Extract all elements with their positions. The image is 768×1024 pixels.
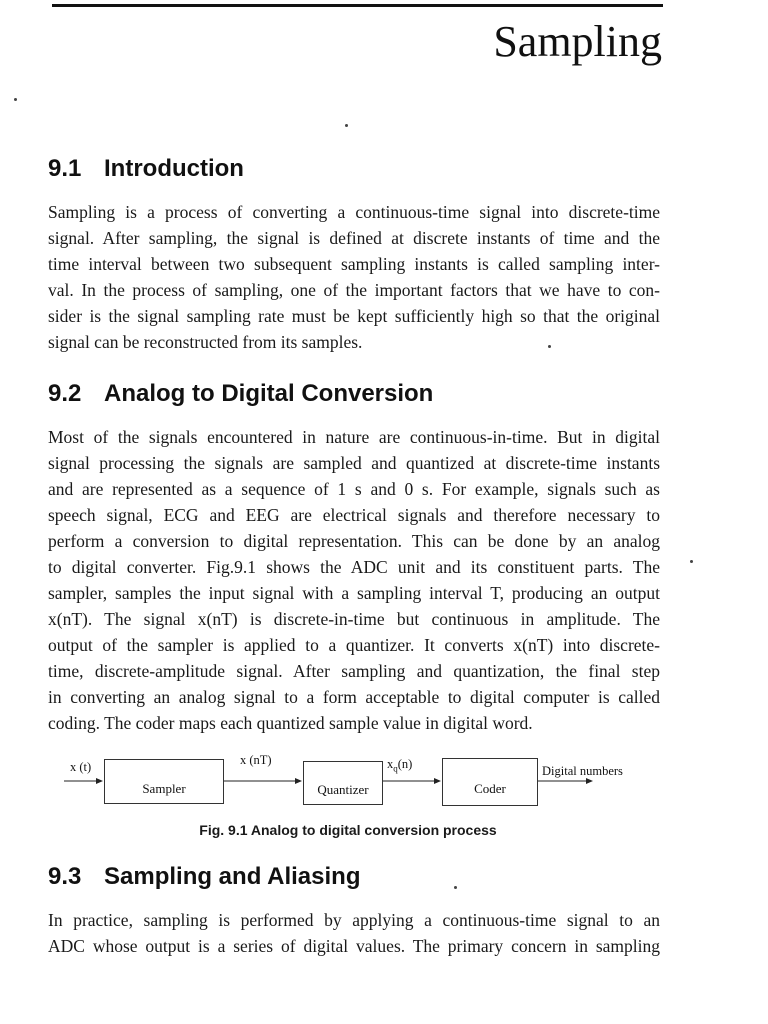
- section-title: Introduction: [104, 155, 244, 182]
- text-line: ADC whose output is a series of digital values. The primary concern in sampling: [48, 936, 660, 956]
- section-heading-9-2: [48, 379, 433, 409]
- text-line: signal can be reconstructed from its samples.: [48, 332, 363, 352]
- text-line: time, discrete-amplitude signal. After sampling and quantization, the final step: [48, 661, 660, 681]
- text-line: speech signal, ECG and EEG are electrical signals and therefore necessary to: [48, 505, 660, 525]
- text-line: time interval between two subsequent sampling instants is called sampling inter-: [48, 254, 660, 274]
- section-number: 9.2: [48, 380, 82, 407]
- output-label: Digital numbers: [542, 764, 623, 778]
- section-title: Sampling and Aliasing: [104, 863, 361, 890]
- text-line: In practice, sampling is performed by applying a continuous-time signal to an: [48, 910, 660, 930]
- section-title: Analog to Digital Conversion: [104, 380, 434, 407]
- section-heading-9-3: [48, 862, 360, 892]
- quantizer-output-label: [387, 757, 412, 774]
- chapter-title: Sampling: [493, 17, 662, 66]
- sampler-block: [104, 759, 224, 804]
- scan-speck: [690, 560, 693, 563]
- text-line: signal processing the signals are sampled and quantized at discrete-time instants: [48, 453, 660, 473]
- text-line: Most of the signals encountered in nature are continuous-in-time. But in digital: [48, 427, 660, 447]
- quantizer-block: [303, 761, 383, 805]
- quantizer-output-index: (n): [397, 757, 413, 771]
- text-line: signal. After sampling, the signal is defined at discrete instants of time and the: [48, 228, 660, 248]
- scan-speck: [454, 886, 457, 889]
- quantizer-output-symbol: x: [387, 757, 394, 771]
- text-line: and are represented as a sequence of 1 s and 0 s. For example, signals such as: [48, 479, 660, 499]
- section-paragraph-9-1: [48, 199, 660, 355]
- sampler-output-label: x (nT): [240, 753, 272, 767]
- quantizer-label: Quantizer: [317, 782, 369, 797]
- section-number: 9.1: [48, 155, 82, 182]
- figure-caption: Fig. 9.1 Analog to digital conversion process: [199, 822, 497, 838]
- section-heading-9-1: [48, 154, 244, 184]
- coder-label: Coder: [474, 781, 506, 796]
- text-line: val. In the process of sampling, one of the important factors that we have to con-: [48, 280, 660, 300]
- sampler-label: Sampler: [142, 780, 186, 796]
- top-rule: [52, 4, 663, 7]
- text-line: perform a conversion to digital representation. This can be done by an analog: [48, 531, 660, 551]
- text-line: sider is the signal sampling rate must be kept sufficiently high so that the original: [48, 306, 660, 326]
- text-line: coding. The coder maps each quantized sample value in digital word.: [48, 713, 533, 733]
- scan-speck: [14, 98, 17, 101]
- input-label: x (t): [70, 760, 92, 774]
- scan-speck: [548, 345, 551, 348]
- text-line: in converting an analog signal to a form acceptable to digital computer is called: [48, 687, 660, 707]
- text-line: output of the sampler is applied to a quantizer. It converts x(nT) into discrete-: [48, 635, 660, 655]
- quantizer-output-subscript: q: [393, 763, 398, 774]
- scan-speck: [345, 124, 348, 127]
- text-line: to digital converter. Fig.9.1 shows the ADC unit and its constituent parts. The: [48, 557, 660, 577]
- adc-block-diagram: [60, 752, 680, 822]
- text-line: Sampling is a process of converting a continuous-time signal into discrete-time: [48, 202, 660, 222]
- text-line: sampler, samples the input signal with a sampling interval T, producing an output: [48, 583, 660, 603]
- text-line: x(nT). The signal x(nT) is discrete-in-time but continuous in amplitude. The: [48, 609, 660, 629]
- coder-block: [442, 758, 538, 806]
- section-paragraph-9-2: [48, 424, 660, 736]
- section-paragraph-9-3: [48, 907, 660, 959]
- section-number: 9.3: [48, 863, 82, 890]
